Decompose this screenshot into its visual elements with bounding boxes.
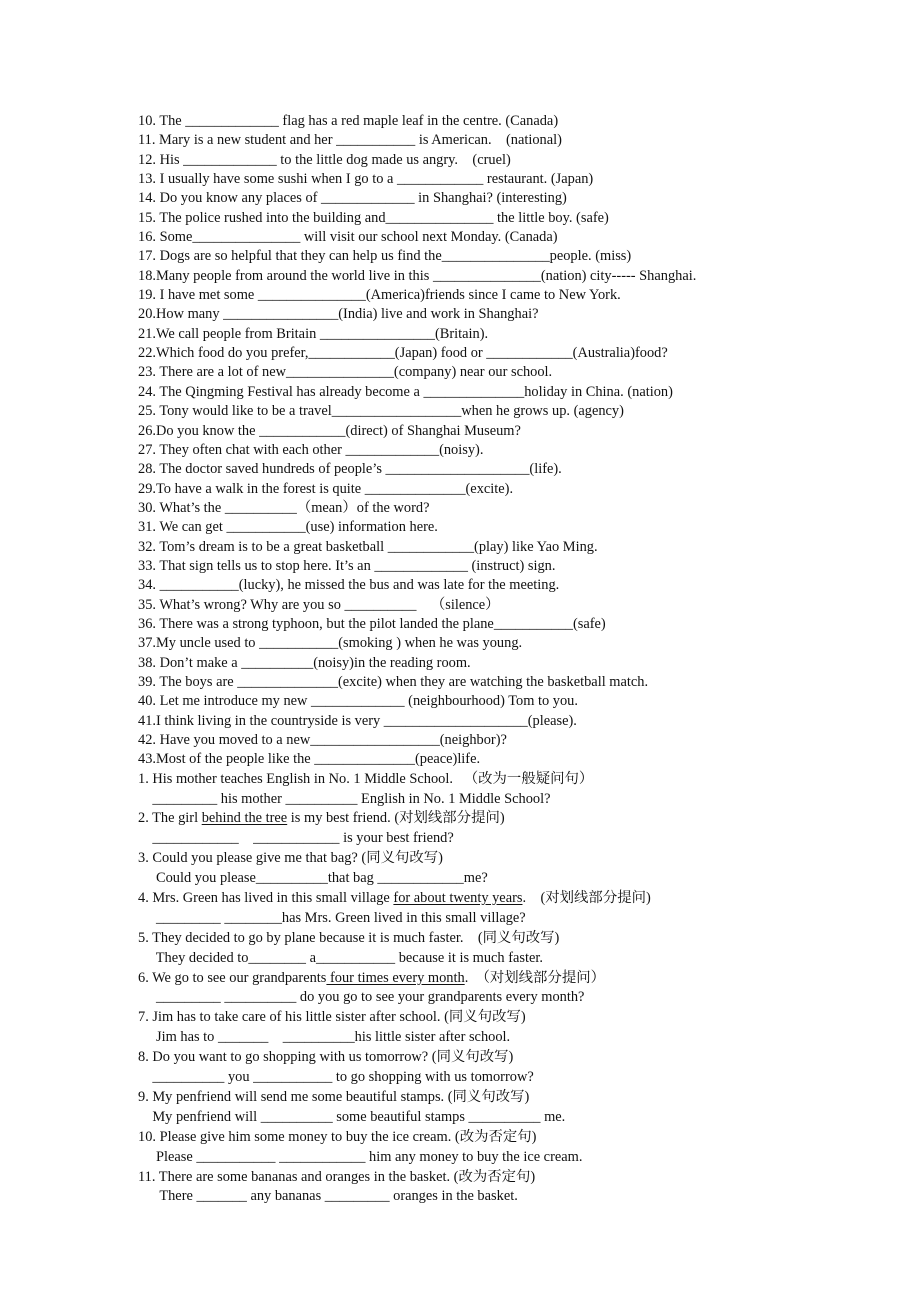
question-instruction: is my best friend. (对划线部分提问) bbox=[287, 810, 505, 827]
fill-in-question: 41.I think living in the countryside is very ____________________(please). bbox=[138, 712, 577, 729]
fill-in-question: 43.Most of the people like the ______________(peace)life. bbox=[138, 751, 481, 768]
answer-line: _________ ________has Mrs. Green lived in this small village? bbox=[138, 909, 526, 926]
fill-in-question: 31. We can get ___________(use) information here. bbox=[138, 519, 438, 536]
answer-line: They decided to________ a___________ because it is much faster. bbox=[138, 949, 543, 966]
question-text: 4. Mrs. Green has lived in this small village bbox=[138, 890, 394, 907]
rewrite-question bbox=[138, 1048, 908, 1068]
fill-in-question: 27. They often chat with each other _____________(noisy). bbox=[138, 441, 484, 458]
fill-in-question: 13. I usually have some sushi when I go to a ____________ restaurant. (Japan) bbox=[138, 171, 594, 188]
question-text: 5. They decided to go by plane because it is much faster. (同义句改写) bbox=[138, 929, 560, 946]
fill-in-question: 39. The boys are ______________(excite) when they are watching the basketball match. bbox=[138, 673, 649, 690]
fill-in-question: 26.Do you know the ____________(direct) of Shanghai Museum? bbox=[138, 422, 521, 439]
answer-line: My penfriend will __________ some beautiful stamps __________ me. bbox=[138, 1108, 566, 1125]
fill-in-question: 36. There was a strong typhoon, but the pilot landed the plane___________(safe) bbox=[138, 615, 606, 632]
answer-line: Please ___________ ____________ him any money to buy the ice cream. bbox=[138, 1148, 583, 1165]
sentence-rewrite-section bbox=[138, 770, 908, 1208]
fill-in-question: 15. The police rushed into the building and_______________ the little boy. (safe) bbox=[138, 209, 609, 226]
question-text: 1. His mother teaches English in No. 1 Middle School. （改为一般疑问句） bbox=[138, 770, 594, 787]
question-text: 8. Do you want to go shopping with us tomorrow? (同义句改写) bbox=[138, 1049, 514, 1066]
question-text: 7. Jim has to take care of his little sister after school. (同义句改写) bbox=[138, 1009, 526, 1026]
question-text: 2. The girl bbox=[138, 810, 202, 827]
fill-in-question: 10. The _____________ flag has a red maple leaf in the centre. (Canada) bbox=[138, 113, 559, 129]
underlined-part: for about twenty years bbox=[393, 890, 523, 907]
question-text: 10. Please give him some money to buy the ice cream. (改为否定句) bbox=[138, 1128, 537, 1145]
exercise-content bbox=[138, 112, 908, 1207]
word-form-fill-in-section bbox=[138, 112, 908, 770]
fill-in-question: 34. ___________(lucky), he missed the bus and was late for the meeting. bbox=[138, 577, 560, 594]
fill-in-question: 14. Do you know any places of _____________ in Shanghai? (interesting) bbox=[138, 190, 567, 207]
fill-in-question: 22.Which food do you prefer,____________(Japan) food or ____________(Australia)food? bbox=[138, 345, 668, 362]
underlined-part: four times every month bbox=[326, 969, 465, 986]
fill-in-question: 24. The Qingming Festival has already become a ______________holiday in China. (nation) bbox=[138, 383, 673, 400]
fill-in-question: 18.Many people from around the world live in this _______________(nation) city----- Shanghai. bbox=[138, 267, 697, 284]
answer-line: _________ his mother __________ English in No. 1 Middle School? bbox=[138, 790, 551, 807]
rewrite-question bbox=[138, 929, 908, 949]
question-text: 6. We go to see our grandparents bbox=[138, 969, 327, 986]
question-instruction: . （对划线部分提问） bbox=[464, 969, 605, 986]
rewrite-question bbox=[138, 849, 908, 869]
question-text: 11. There are some bananas and oranges in the basket. (改为否定句) bbox=[138, 1168, 536, 1185]
rewrite-question bbox=[138, 889, 908, 909]
fill-in-question: 21.We call people from Britain ________________(Britain). bbox=[138, 325, 489, 342]
question-text: 9. My penfriend will send me some beautiful stamps. (同义句改写) bbox=[138, 1088, 530, 1105]
answer-line: ____________ ____________ is your best friend? bbox=[138, 830, 454, 847]
fill-in-question: 42. Have you moved to a new__________________(neighbor)? bbox=[138, 732, 507, 748]
rewrite-question bbox=[138, 809, 908, 829]
answer-line: There _______ any bananas _________ oranges in the basket. bbox=[138, 1188, 518, 1205]
rewrite-question bbox=[138, 1128, 908, 1148]
fill-in-question: 20.How many ________________(India) live and work in Shanghai? bbox=[138, 306, 539, 323]
rewrite-question bbox=[138, 1168, 908, 1188]
fill-in-question: 19. I have met some _______________(America)friends since I came to New York. bbox=[138, 287, 621, 304]
fill-in-question: 37.My uncle used to ___________(smoking ) when he was young. bbox=[138, 635, 523, 652]
fill-in-question: 35. What’s wrong? Why are you so __________ （silence） bbox=[138, 596, 500, 613]
fill-in-question: 32. Tom’s dream is to be a great basketball ____________(play) like Yao Ming. bbox=[138, 538, 598, 555]
rewrite-question bbox=[138, 770, 908, 790]
fill-in-question: 17. Dogs are so helpful that they can help us find the_______________people. (miss) bbox=[138, 248, 632, 265]
question-instruction: . (对划线部分提问) bbox=[522, 890, 651, 907]
answer-line: Could you please__________that bag ____________me? bbox=[138, 870, 488, 887]
fill-in-question: 40. Let me introduce my new _____________ (neighbourhood) Tom to you. bbox=[138, 693, 578, 710]
fill-in-question: 30. What’s the __________（mean）of the word? bbox=[138, 499, 430, 516]
answer-line: Jim has to _______ __________his little sister after school. bbox=[138, 1029, 511, 1046]
underlined-part: behind the tree bbox=[201, 810, 288, 827]
rewrite-question bbox=[138, 1008, 908, 1028]
fill-in-question: 33. That sign tells us to stop here. It’s an _____________ (instruct) sign. bbox=[138, 557, 556, 574]
question-text: 3. Could you please give me that bag? (同义句改写) bbox=[138, 850, 443, 867]
fill-in-question: 29.To have a walk in the forest is quite ______________(excite). bbox=[138, 480, 514, 497]
rewrite-question bbox=[138, 1088, 908, 1108]
fill-in-question: 23. There are a lot of new_______________(company) near our school. bbox=[138, 364, 553, 381]
fill-in-question: 25. Tony would like to be a travel__________________when he grows up. (agency) bbox=[138, 403, 624, 420]
fill-in-question: 38. Don’t make a __________(noisy)in the reading room. bbox=[138, 654, 471, 671]
fill-in-question: 11. Mary is a new student and her ___________ is American. (national) bbox=[138, 132, 562, 149]
fill-in-question: 28. The doctor saved hundreds of people’s ____________________(life). bbox=[138, 461, 562, 478]
answer-line: __________ you ___________ to go shopping with us tomorrow? bbox=[138, 1069, 534, 1086]
rewrite-question bbox=[138, 969, 908, 989]
fill-in-question: 12. His _____________ to the little dog made us angry. (cruel) bbox=[138, 151, 511, 168]
answer-line: _________ __________ do you go to see your grandparents every month? bbox=[138, 989, 585, 1006]
fill-in-question: 16. Some_______________ will visit our school next Monday. (Canada) bbox=[138, 229, 558, 246]
